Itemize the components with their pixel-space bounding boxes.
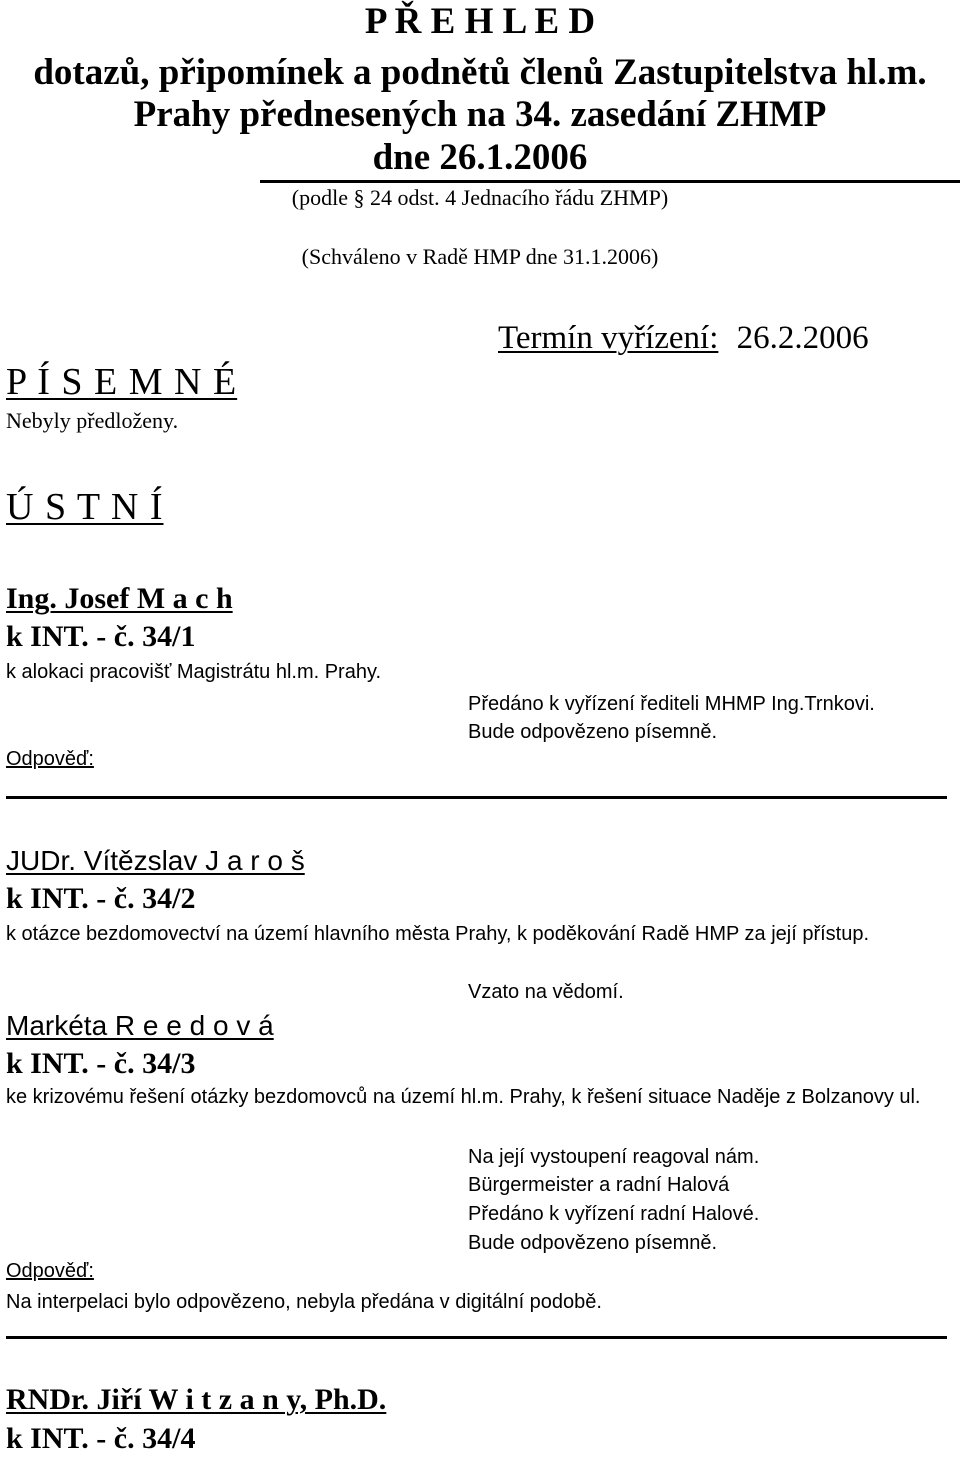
header-rule: [260, 180, 960, 183]
approval-note: (Schváleno v Radě HMP dne 31.1.2006): [301, 244, 659, 269]
entry-3-topic: ke krizovému řešení otázky bezdomovců na území hl.m. Prahy, k řešení situace Naděje z Bolzanovy ul.: [6, 1086, 921, 1108]
entry-3-status-4: Bude odpovězeno písemně.: [468, 1232, 718, 1254]
oral-heading: Ú S T N Í: [6, 486, 164, 528]
deadline-label: Termín vyřízení:: [498, 320, 719, 356]
entry-1-status-2: Bude odpovězeno písemně.: [468, 721, 718, 743]
entry-2-topic: k otázce bezdomovectví na území hlavního města Prahy, k poděkování Radě HMP za její přístup.: [6, 923, 870, 945]
entry-2-int: k INT. - č. 34/2: [6, 882, 196, 915]
entry-3-int: k INT. - č. 34/3: [6, 1047, 196, 1080]
rules-note: (podle § 24 odst. 4 Jednacího řádu ZHMP): [291, 185, 669, 210]
title-line-1: dotazů, připomínek a podnětů členů Zastupitelstva hl.m.: [33, 52, 927, 93]
separator-1: [6, 796, 947, 799]
entry-1-name: Ing. Josef M a c h: [6, 582, 233, 615]
entry-1-int: k INT. - č. 34/1: [6, 620, 196, 653]
entry-3-answer-label: Odpověď:: [6, 1260, 94, 1282]
entry-1-status-1: Předáno k vyřízení řediteli MHMP Ing.Trnkovi.: [468, 693, 875, 715]
entry-3-status-2: Bürgermeister a radní Halová: [468, 1174, 730, 1196]
separator-2: [6, 1336, 947, 1339]
title-line-2: Prahy přednesených na 34. zasedání ZHMP: [133, 94, 827, 135]
entry-1-topic: k alokaci pracovišť Magistrátu hl.m. Prahy.: [6, 661, 382, 683]
entry-1-answer-label: Odpověď:: [6, 748, 94, 770]
written-note: Nebyly předloženy.: [6, 408, 179, 433]
entry-4-name: RNDr. Jiří W i t z a n y, Ph.D.: [6, 1383, 387, 1416]
deadline-date: 26.2.2006: [736, 320, 869, 356]
deadline: [498, 320, 869, 357]
entry-3-answer: Na interpelaci bylo odpovězeno, nebyla předána v digitální podobě.: [6, 1291, 602, 1313]
title-line-3: dne 26.1.2006: [372, 137, 588, 178]
entry-3-name: Markéta R e e d o v á: [6, 1010, 274, 1041]
entry-4-int: k INT. - č. 34/4: [6, 1422, 196, 1455]
entry-2-name: JUDr. Vítězslav J a r o š: [6, 845, 305, 876]
written-heading: P Í S E M N É: [6, 361, 238, 403]
entry-2-status: Vzato na vědomí.: [468, 981, 624, 1003]
entry-3-status-3: Předáno k vyřízení radní Halové.: [468, 1203, 760, 1225]
entry-3-status-1: Na její vystoupení reagoval nám.: [468, 1146, 760, 1168]
document-title: P Ř E H L E D: [364, 1, 596, 42]
